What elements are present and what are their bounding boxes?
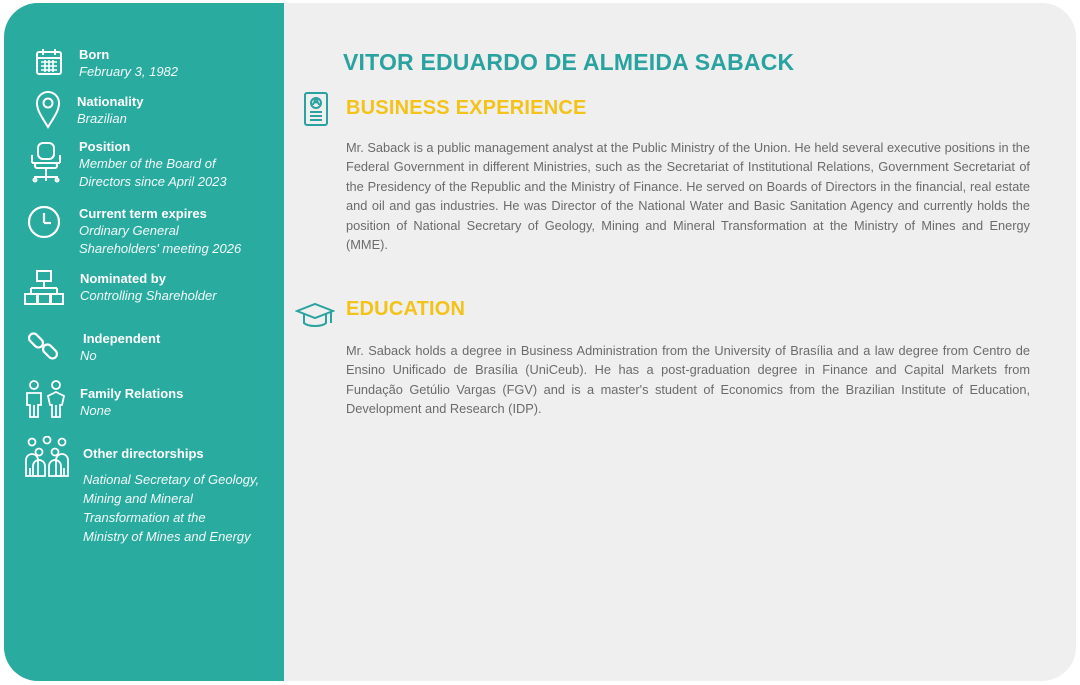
resume-document-icon [303, 91, 329, 127]
nationality-value: Brazilian [77, 111, 127, 126]
education-title: EDUCATION [346, 298, 466, 320]
business-experience-title: BUSINESS EXPERIENCE [346, 97, 587, 119]
calendar-icon [34, 47, 64, 77]
directorships-line-1: National Secretary of Geology, [83, 472, 260, 487]
link-icon [26, 329, 60, 363]
nationality-label: Nationality [77, 94, 144, 109]
org-chart-icon [24, 269, 64, 307]
directorships-label: Other directorships [83, 446, 204, 461]
person-name: VITOR EDUARDO DE ALMEIDA SABACK [343, 49, 795, 75]
born-value: February 3, 1982 [79, 64, 179, 79]
born-label: Born [79, 47, 110, 62]
term-value-line2: Shareholders' meeting 2026 [79, 241, 242, 256]
term-value-line1: Ordinary General [79, 223, 179, 238]
directorships-line-2: Mining and Mineral [83, 491, 193, 506]
main-content [284, 3, 1076, 681]
education-text: Mr. Saback holds a degree in Business Administration from the University of Brasília and a law degree from Centro de Ensino Unificado de Brasília (UniCeub). He has a post-graduation degree in Finance and Capital Markets from Fundação Getúlio Vargas (FGV) and is a master's student of Economics from the Brazilian Institute of Education, Development and Research (IDP). [346, 343, 1030, 417]
profile-card [4, 3, 1076, 681]
office-chair-icon [30, 141, 62, 183]
position-value-line1: Member of the Board of [79, 156, 216, 171]
location-pin-icon [34, 89, 62, 129]
position-label: Position [79, 139, 131, 154]
nominated-label: Nominated by [80, 271, 166, 286]
business-experience-text: Mr. Saback is a public management analyst at the Public Ministry of the Union. He held several executive positions in the Federal Government in different Ministries, such as the Secretariat of Institutional Relations, Government Secretariat of the Presidency of the Republic and the Ministry of Finance. He served on Boards of Directors in the financial, real estate and oil and gas industries. He was Director of the National Water and Basic Sanitation Agency and currently holds the position of National Secretary of Geology, Mining and Mineral Transformation at the Ministry of Mines and Energy (MME). [346, 140, 1030, 253]
independent-value: No [80, 348, 97, 363]
directorships-line-3: Transformation at the [83, 510, 206, 525]
family-label: Family Relations [80, 386, 184, 401]
clock-icon [26, 204, 62, 240]
graduation-cap-icon [295, 301, 335, 331]
sidebar [4, 3, 284, 681]
family-value: None [80, 403, 112, 418]
group-icon [24, 436, 70, 478]
term-label: Current term expires [79, 206, 207, 221]
family-icon [24, 379, 66, 419]
independent-label: Independent [83, 331, 161, 346]
directorships-line-4: Ministry of Mines and Energy [83, 529, 251, 544]
position-value-line2: Directors since April 2023 [79, 174, 227, 189]
nominated-value: Controlling Shareholder [80, 288, 217, 303]
